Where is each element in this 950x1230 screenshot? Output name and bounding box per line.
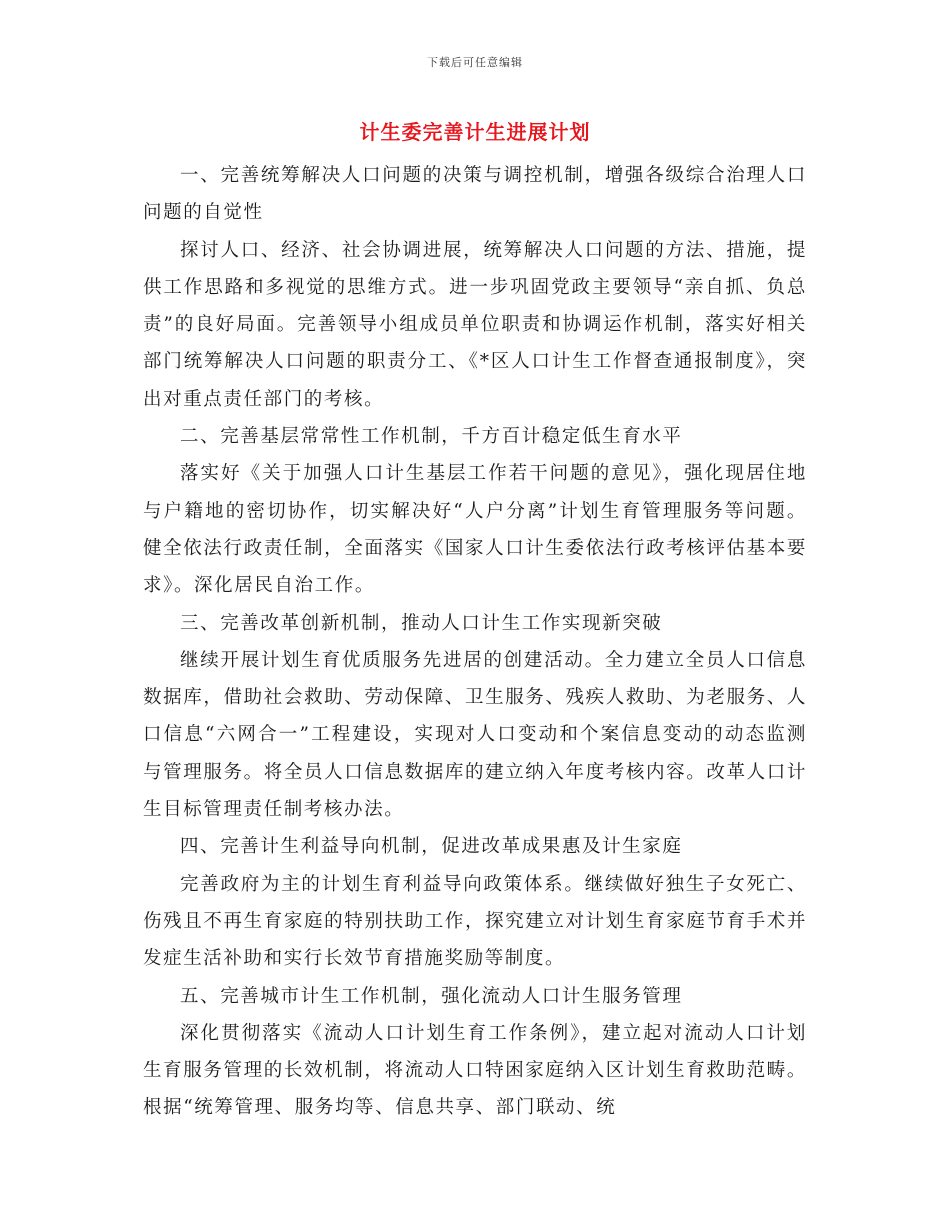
- section-heading-4: 四、完善计生利益导向机制，促进改革成果惠及计生家庭: [180, 836, 683, 858]
- section-heading-5: 五、完善城市计生工作机制，强化流动人口计生服务管理: [180, 985, 683, 1007]
- document-title: 计生委完善计生进展计划: [359, 120, 591, 144]
- section-heading-3: 三、完善改革创新机制，推动人口计生工作实现新突破: [180, 612, 663, 634]
- document-body: [143, 157, 807, 1127]
- paragraph-1: 探讨人口、经济、社会协调进展，统筹解决人口问题的方法、措施，提供工作思路和多视觉的思维方式。进一步巩固党政主要领导“亲自抓、负总责”的良好局面。完善领导小组成员单位职责和协调运作机制，落实好相关部门统筹解决人口问题的职责分工、《*区人口计生工作督查通报制度》，突出对重点责任部门的考核。: [143, 239, 807, 410]
- paragraph-5: 深化贯彻落实《流动人口计划生育工作条例》，建立起对流动人口计划生育服务管理的长效机制，将流动人口特困家庭纳入区计划生育救助范畴。根据“统筹管理、服务均等、信息共享、部门联动、统: [143, 1022, 807, 1119]
- header-note: 下载后可任意编辑: [427, 56, 523, 69]
- paragraph-3: 继续开展计划生育优质服务先进居的创建活动。全力建立全员人口信息数据库，借助社会救助、劳动保障、卫生服务、残疾人救助、为老服务、人口信息“六网合一”工程建设，实现对人口变动和个案信息变动的动态监测与管理服务。将全员人口信息数据库的建立纳入年度考核内容。改革人口计生目标管理责任制考核办法。: [143, 649, 807, 821]
- section-heading-2: 二、完善基层常常性工作机制，千方百计稳定低生育水平: [180, 426, 683, 448]
- paragraph-4: 完善政府为主的计划生育利益导向政策体系。继续做好独生子女死亡、伤残且不再生育家庭的特别扶助工作，探究建立对计划生育家庭节育手术并发症生活补助和实行长效节育措施奖励等制度。: [143, 873, 807, 970]
- paragraph-2: 落实好《关于加强人口计生基层工作若干问题的意见》，强化现居住地与户籍地的密切协作，切实解决好“人户分离”计划生育管理服务等问题。健全依法行政责任制，全面落实《国家人口计生委依法行政考核评估基本要求》。深化居民自治工作。: [143, 463, 807, 597]
- section-heading-1: 一、完善统筹解决人口问题的决策与调控机制，增强各级综合治理人口问题的自觉性: [143, 165, 807, 224]
